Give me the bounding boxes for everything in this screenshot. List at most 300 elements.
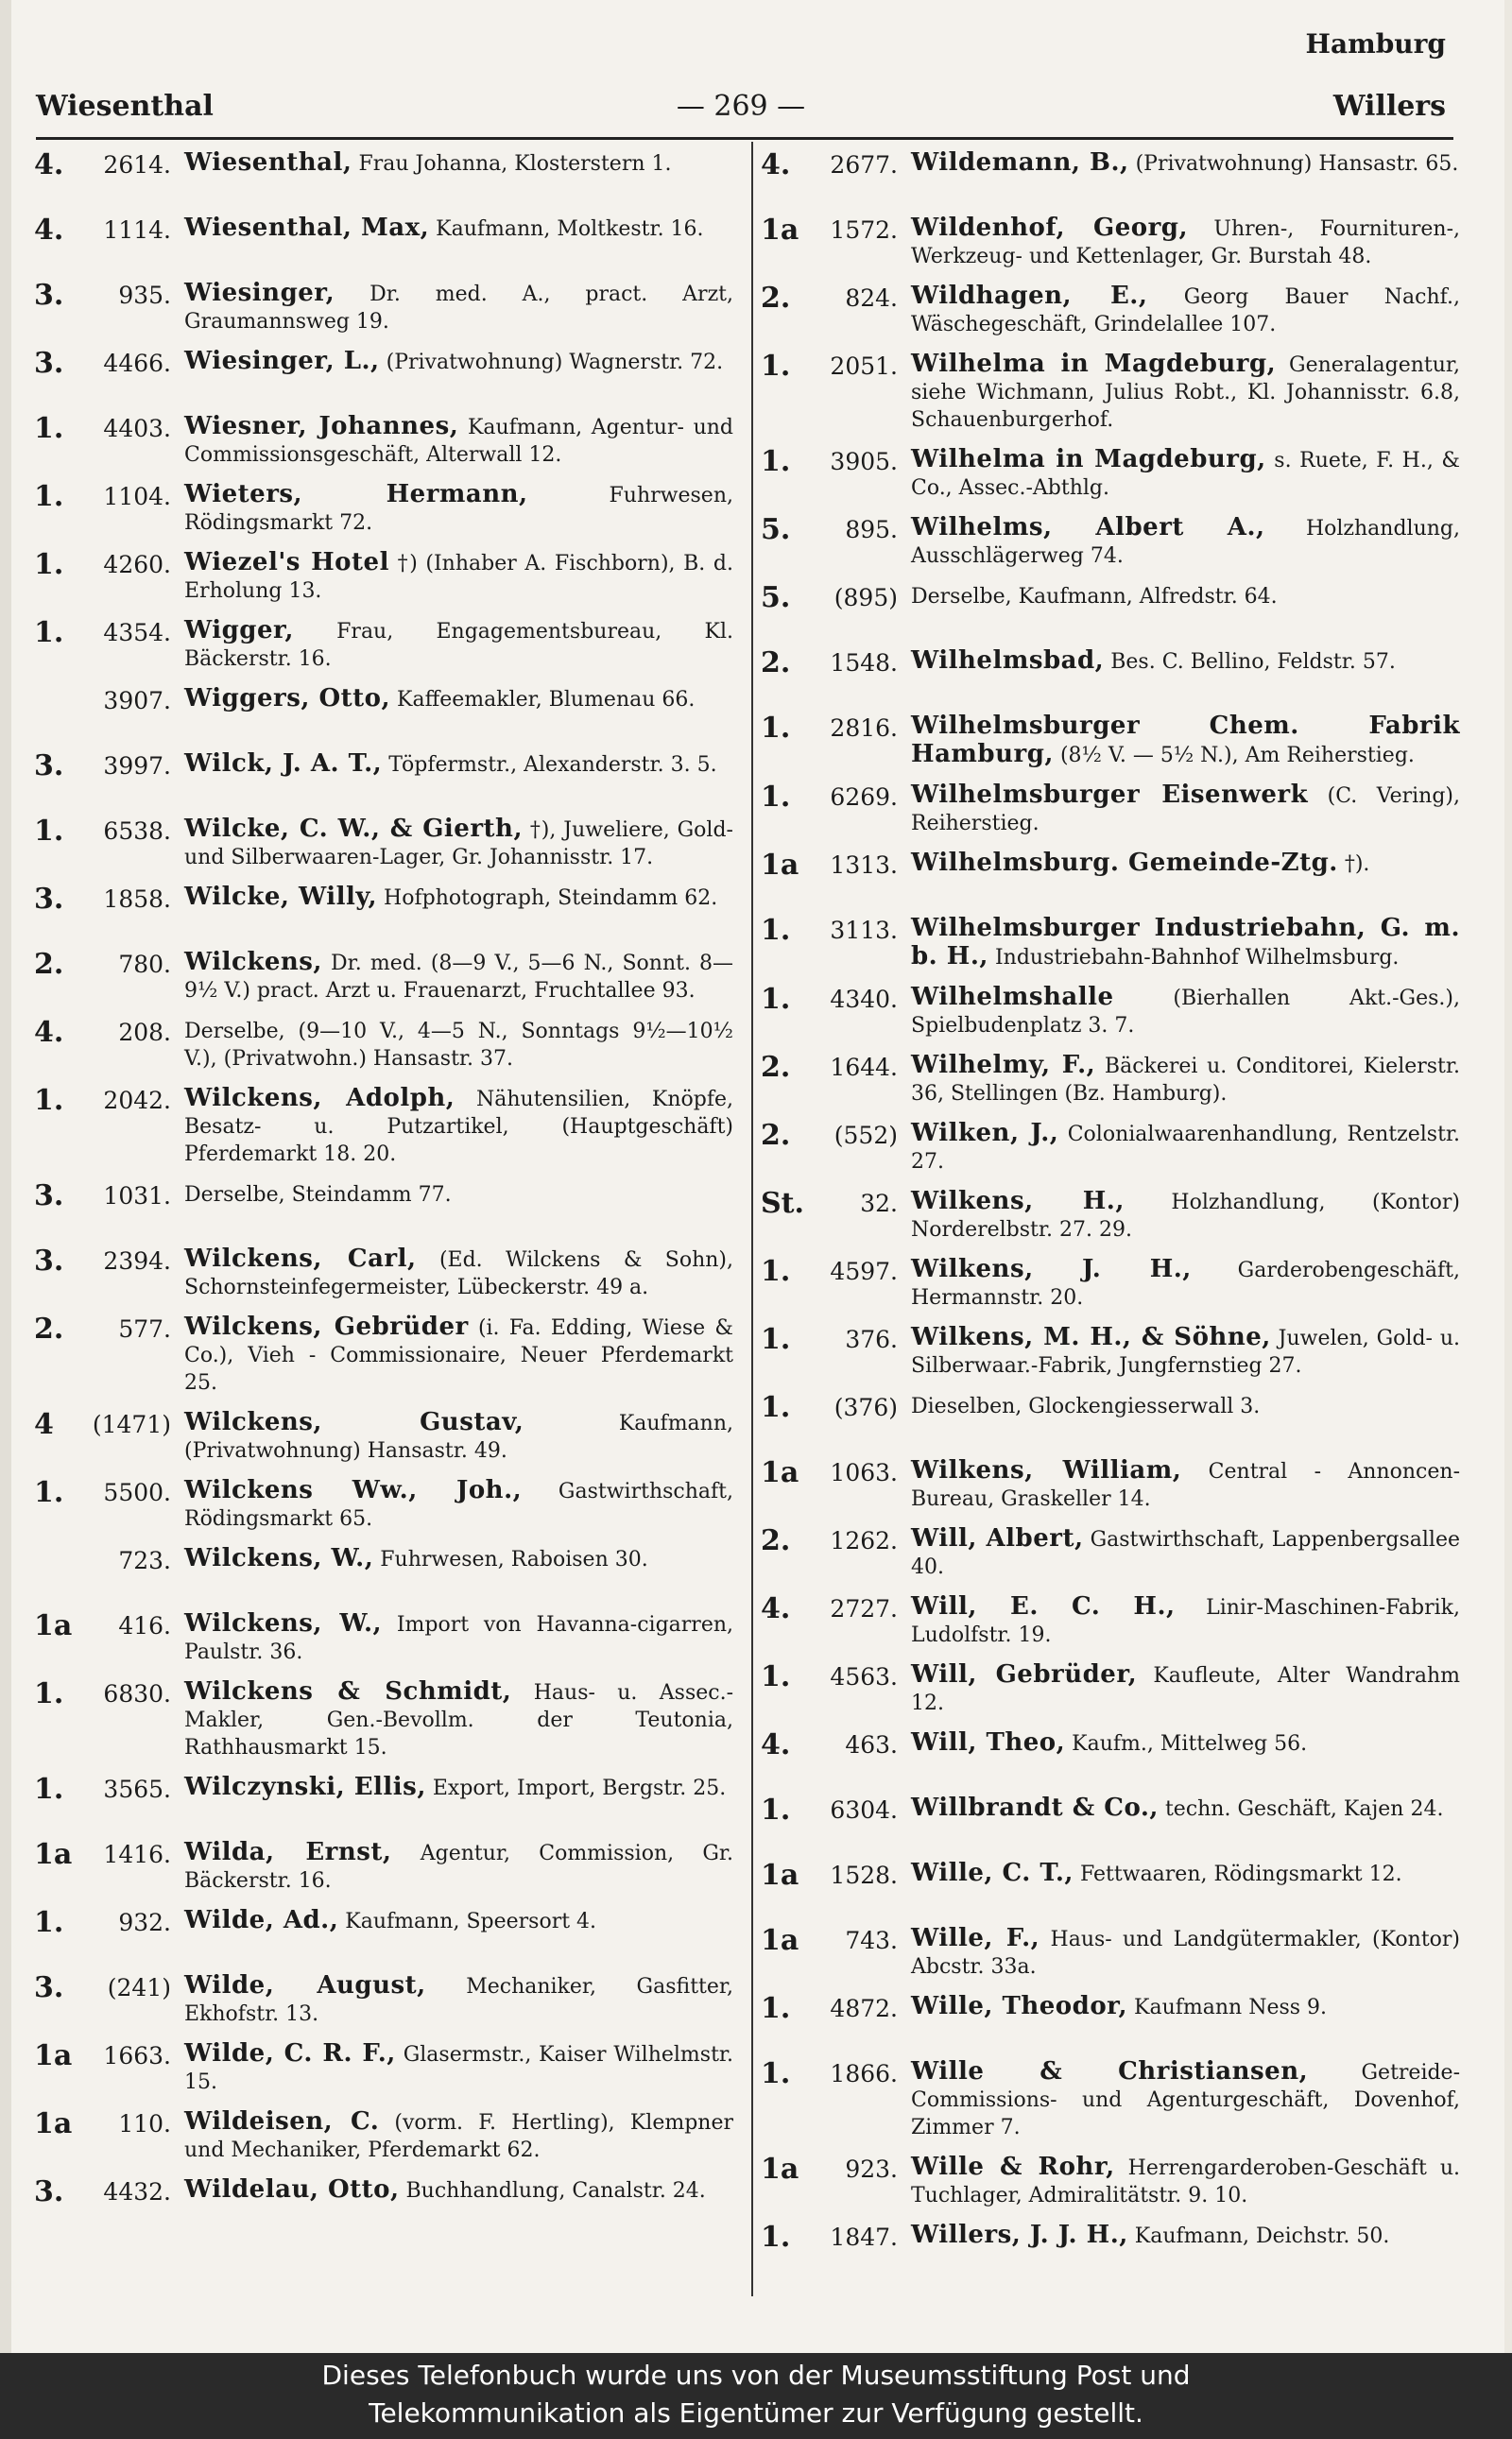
subscriber-name: Wilkens, M. H., & Söhne, (911, 1323, 1271, 1351)
subscriber-details: Kaufmann, Moltkestr. 16. (436, 217, 704, 241)
subscriber-name: Willers, J. J. H., (911, 2221, 1128, 2249)
subscriber-details: Nähutensilien, Knöpfe, Besatz- u. Putzartikel, (Hauptgeschäft) Pferdemarkt 18. 20. (184, 1088, 733, 1166)
directory-entry (761, 283, 1460, 338)
subscriber-details: Glasermstr., Kaiser Wilhelmstr. 15. (184, 2043, 734, 2094)
subscriber-details: s. Ruete, F. H., & Co., Assec.-Abthlg. (911, 449, 1460, 500)
subscriber-details: Georg Bauer Nachf., Wäschegeschäft, Grindelallee 107. (911, 285, 1460, 336)
phone-number: 577. (118, 1315, 171, 1343)
entry-body (184, 549, 733, 605)
subscriber-details: Dr. med. A., pract. Arzt, Graumannsweg 19. (184, 283, 733, 334)
subscriber-details: Export, Import, Bergstr. 25. (432, 1777, 727, 1800)
entry-body (184, 149, 733, 178)
entry-body (911, 1860, 1460, 1888)
entry-body (184, 1180, 733, 1209)
entry-body (911, 446, 1460, 502)
exchange-zone: 1. (761, 781, 791, 814)
phone-number: 1572. (830, 216, 898, 244)
phone-number: 2042. (103, 1087, 171, 1114)
phone-number: 4260. (103, 551, 171, 578)
footer-line-1: Dieses Telefonbuch wurde uns von der Museumsstiftung Post und (321, 2360, 1191, 2391)
subscriber-details: Kaufmann Ness 9. (1134, 1996, 1328, 2019)
phone-number: 1416. (103, 1841, 171, 1868)
entry-body (911, 514, 1460, 570)
subscriber-name: Wiggers, Otto, (184, 684, 391, 713)
exchange-zone: 3. (34, 749, 64, 782)
phone-number: 932. (118, 1909, 171, 1936)
exchange-zone: 1. (761, 1794, 791, 1827)
phone-number: 2614. (103, 151, 171, 179)
phone-number: 463. (845, 1731, 898, 1759)
directory-entry (34, 1180, 733, 1233)
subscriber-details: Gastwirthschaft, Lappenbergsallee 40. (911, 1528, 1460, 1579)
phone-number: 1114. (103, 216, 171, 244)
exchange-zone: 4. (34, 1016, 64, 1049)
exchange-zone: 3. (34, 2175, 64, 2208)
phone-number: 1548. (830, 649, 898, 677)
phone-number: 376. (845, 1326, 898, 1353)
directory-entry (761, 1729, 1460, 1782)
directory-entry (34, 549, 733, 605)
entry-body (911, 2058, 1460, 2141)
subscriber-name: Wilckens, Gebrüder (184, 1313, 469, 1341)
entry-body (911, 351, 1460, 434)
phone-number: 1262. (830, 1527, 898, 1554)
directory-entry (761, 215, 1460, 270)
phone-number: (241) (107, 1974, 171, 2001)
phone-number: 1063. (830, 1459, 898, 1486)
subscriber-name: Wilcke, C. W., & Gierth, (184, 815, 524, 843)
phone-number: 1858. (103, 885, 171, 913)
entry-body (184, 1972, 733, 2028)
subscriber-details: Kaufmann, (Privatwohnung) Hansastr. 49. (184, 1412, 733, 1463)
exchange-zone: 1. (761, 1992, 791, 2025)
subscriber-name: Wilhelmy, F., (911, 1051, 1096, 1079)
directory-entry (761, 582, 1460, 635)
phone-number: 2816. (830, 714, 898, 742)
exchange-zone: 3. (34, 1971, 64, 2004)
directory-entry (34, 348, 733, 401)
exchange-zone: 1a (34, 1838, 73, 1871)
exchange-zone: 4. (34, 148, 64, 181)
subscriber-name: Wieters, Hermann, (184, 480, 528, 508)
directory-entry (761, 1052, 1460, 1108)
exchange-zone: 2. (761, 1524, 791, 1557)
subscriber-details: Industriebahn-Bahnhof Wilhelmsburg. (994, 946, 1400, 970)
directory-entry (34, 816, 733, 871)
exchange-zone: 1. (761, 1660, 791, 1693)
subscriber-details: Agentur, Commission, Gr. Bäckerstr. 16. (184, 1842, 734, 1893)
subscriber-details: (C. Vering), Reiherstieg. (911, 784, 1460, 835)
exchange-zone: 2. (761, 282, 791, 315)
entry-body (184, 884, 733, 912)
phone-number: 3113. (830, 917, 898, 944)
phone-number: 416. (118, 1612, 171, 1640)
directory-entry (34, 280, 733, 335)
directory-entry (34, 1085, 733, 1168)
exchange-zone: 1. (34, 1677, 64, 1710)
subscriber-name: Wiesinger, L., (184, 347, 380, 375)
directory-entry (761, 1661, 1460, 1717)
footer-notice (0, 2353, 1512, 2439)
running-header (36, 90, 1446, 131)
subscriber-name: Wilkens, William, (911, 1456, 1182, 1485)
exchange-zone: 1. (34, 1476, 64, 1509)
exchange-zone: 1a (34, 2039, 73, 2072)
exchange-zone: St. (761, 1187, 804, 1220)
left-keyword: Wiesenthal (36, 90, 214, 123)
entry-body (184, 280, 733, 335)
exchange-zone: 4. (34, 214, 64, 247)
exchange-zone: 3. (34, 347, 64, 380)
directory-entry (34, 1610, 733, 1666)
subscriber-details: Kaufmann, Speersort 4. (345, 1910, 597, 1933)
directory-entry (761, 1324, 1460, 1380)
phone-number: 3997. (103, 752, 171, 780)
entry-body (184, 1017, 733, 1073)
subscriber-name: Wilckens, W., (184, 1544, 374, 1572)
subscriber-details: Fuhrwesen, Rödingsmarkt 72. (184, 484, 733, 535)
subscriber-details: Frau, Engagementsbureau, Kl. Bäckerstr. 16. (184, 620, 733, 671)
entry-body (911, 1993, 1460, 2021)
entry-body (184, 1477, 733, 1533)
entry-body (911, 647, 1460, 676)
exchange-zone: 3. (34, 1245, 64, 1278)
directory-entry (761, 782, 1460, 837)
directory-entry (34, 1409, 733, 1465)
subscriber-details: Töpfermstr., Alexanderstr. 3. 5. (388, 753, 717, 777)
phone-number: 743. (845, 1927, 898, 1954)
entry-body (184, 949, 733, 1005)
subscriber-name: Wilhelmsburger Chem. Fabrik Hamburg, (911, 712, 1460, 768)
subscriber-details: Buchhandlung, Canalstr. 24. (405, 2179, 706, 2203)
directory-entry (761, 1993, 1460, 2046)
phone-number: 6830. (103, 1680, 171, 1708)
entry-body (911, 215, 1460, 270)
subscriber-details: Haus- und Landgütermakler, (Kontor) Abcstr. 33a. (911, 1928, 1461, 1979)
directory-entry (34, 215, 733, 267)
subscriber-name: Wilkens, J. H., (911, 1255, 1192, 1283)
directory-entry (34, 949, 733, 1005)
entry-body (184, 1085, 733, 1168)
subscriber-details: (Ed. Wilckens & Sohn), Schornsteinfegermeister, Lübeckerstr. 49 a. (184, 1248, 733, 1299)
entry-body (184, 348, 733, 376)
exchange-zone: 5. (761, 581, 791, 614)
subscriber-name: Will, E. C. H., (911, 1592, 1176, 1621)
exchange-zone: 1. (34, 1773, 64, 1806)
entry-body (184, 2040, 733, 2096)
entry-body (184, 617, 733, 673)
subscriber-name: Wilckens, Gustav, (184, 1408, 524, 1436)
entry-body (911, 915, 1460, 971)
subscriber-name: Wilhelma in Magdeburg, (911, 350, 1277, 378)
entry-body (911, 2154, 1460, 2209)
subscriber-name: Wilhelmsburger Industriebahn, G. m. b. H., (911, 914, 1460, 970)
phone-number: 208. (118, 1019, 171, 1046)
subscriber-name: Wilhelmsburger Eisenwerk (911, 781, 1309, 809)
subscriber-details: Dieselben, Glockengiesserwall 3. (911, 1395, 1261, 1418)
directory-entry (761, 1860, 1460, 1913)
subscriber-name: Wilhelmsburg. Gemeinde-Ztg. (911, 849, 1338, 877)
directory-entry (761, 1795, 1460, 1847)
subscriber-details: Haus- u. Assec.-Makler, Gen.-Bevollm. der Teutonia, Rathhausmarkt 15. (184, 1681, 734, 1760)
exchange-zone: 4. (761, 1592, 791, 1625)
entry-body (911, 582, 1460, 610)
directory-entry (761, 850, 1460, 902)
entry-body (911, 1052, 1460, 1108)
directory-entry (34, 685, 733, 738)
exchange-zone: 1. (34, 616, 64, 649)
entry-body (184, 1907, 733, 1935)
exchange-zone: 1. (761, 445, 791, 478)
exchange-zone: 1. (761, 2057, 791, 2090)
directory-entry (34, 1972, 733, 2028)
exchange-zone: 1a (761, 214, 799, 247)
subscriber-details: Derselbe, Steindamm 77. (184, 1183, 452, 1207)
directory-entry (761, 713, 1460, 769)
phone-number: (552) (833, 1122, 898, 1149)
exchange-zone: 1a (761, 849, 799, 882)
entry-body (184, 1545, 733, 1573)
directory-entry (34, 2108, 733, 2164)
phone-number: 2727. (830, 1595, 898, 1623)
exchange-zone: 1. (34, 1084, 64, 1117)
exchange-zone: 1. (761, 350, 791, 383)
subscriber-details: Central - Annoncen-Bureau, Graskeller 14. (911, 1460, 1461, 1511)
directory-entry (761, 1256, 1460, 1312)
subscriber-name: Wiezel's Hotel (184, 548, 389, 576)
directory-entry (34, 1477, 733, 1533)
phone-number: 1866. (830, 2060, 898, 2087)
directory-entry (34, 1678, 733, 1761)
phone-number: 6538. (103, 817, 171, 845)
entry-body (911, 1392, 1460, 1420)
subscriber-details: Fuhrwesen, Raboisen 30. (380, 1548, 648, 1572)
entry-body (184, 816, 733, 871)
subscriber-name: Wiesinger, (184, 279, 335, 307)
subscriber-details: (Bierhallen Akt.-Ges.), Spielbudenplatz 3. 7. (911, 987, 1460, 1038)
subscriber-name: Will, Theo, (911, 1728, 1066, 1757)
entry-body (184, 685, 733, 713)
subscriber-details: Kaufmann, Deichstr. 50. (1134, 2224, 1390, 2248)
subscriber-details: Colonialwaarenhandlung, Rentzelstr. 27. (911, 1123, 1461, 1174)
directory-entry (34, 413, 733, 469)
entry-body (911, 782, 1460, 837)
phone-number: 1528. (830, 1862, 898, 1889)
directory-entry (34, 617, 733, 673)
subscriber-details: Derselbe, (9—10 V., 4—5 N., Sonntags 9½—10½ V.), (Privatwohn.) Hansastr. 37. (184, 1020, 733, 1071)
phone-number: 4872. (830, 1995, 898, 2022)
exchange-zone: 4 (34, 1408, 54, 1441)
entry-body (184, 1610, 733, 1666)
exchange-zone: 4. (761, 148, 791, 181)
subscriber-name: Wilde, Ad., (184, 1906, 339, 1934)
subscriber-details: Garderobengeschäft, Hermannstr. 20. (911, 1259, 1460, 1310)
entry-body (911, 1457, 1460, 1513)
exchange-zone: 3. (34, 1179, 64, 1212)
entry-body (911, 1324, 1460, 1380)
exchange-zone: 1a (761, 1456, 799, 1489)
phone-number: 4403. (103, 415, 171, 442)
directory-entry (761, 514, 1460, 570)
subscriber-name: Wilckens & Schmidt, (184, 1677, 512, 1706)
phone-number: 2051. (830, 352, 898, 380)
subscriber-name: Wilczynski, Ellis, (184, 1773, 426, 1801)
subscriber-name: Wildemann, B., (911, 148, 1129, 177)
phone-number: 4354. (103, 619, 171, 646)
phone-number: 32. (860, 1190, 898, 1217)
subscriber-details: Import von Havanna-cigarren, Paulstr. 36. (184, 1613, 734, 1664)
exchange-zone: 4. (761, 1728, 791, 1761)
subscriber-name: Wiesenthal, (184, 148, 352, 177)
subscriber-name: Wildhagen, E., (911, 282, 1148, 310)
exchange-zone: 1. (34, 480, 64, 513)
subscriber-name: Will, Albert, (911, 1524, 1084, 1553)
directory-entry (761, 2058, 1460, 2141)
directory-entry (34, 1907, 733, 1960)
entry-body (911, 1188, 1460, 1244)
phone-number: 1031. (103, 1182, 171, 1210)
exchange-zone: 1a (34, 2107, 73, 2140)
exchange-zone: 1. (761, 712, 791, 745)
subscriber-details: †). (1344, 852, 1370, 876)
subscriber-name: Wilken, J., (911, 1119, 1059, 1147)
entry-body (184, 1774, 733, 1802)
entry-body (911, 149, 1460, 178)
directory-entry (761, 1188, 1460, 1244)
directory-entry (34, 1774, 733, 1827)
subscriber-details: techn. Geschäft, Kajen 24. (1164, 1797, 1444, 1821)
subscriber-details: Juwelen, Gold- u. Silberwaar.-Fabrik, Jungfernstieg 27. (911, 1327, 1460, 1378)
subscriber-name: Wille, Theodor, (911, 1992, 1128, 2020)
directory-entry (34, 1839, 733, 1895)
phone-number: 2677. (830, 151, 898, 179)
entry-body (184, 1314, 733, 1397)
subscriber-details: †), Juweliere, Gold- und Silberwaaren-Lager, Gr. Johannisstr. 17. (184, 818, 733, 869)
directory-entry (34, 1314, 733, 1397)
phone-number: 1847. (830, 2224, 898, 2251)
subscriber-name: Wille & Christiansen, (911, 2057, 1309, 2086)
subscriber-name: Will, Gebrüder, (911, 1660, 1138, 1689)
right-keyword: Willers (1332, 90, 1446, 123)
subscriber-name: Wilda, Ernst, (184, 1838, 392, 1866)
phone-number: 5500. (103, 1479, 171, 1506)
directory-entry (761, 351, 1460, 434)
phone-number: 110. (118, 2110, 171, 2138)
subscriber-name: Wilhelma in Magdeburg, (911, 445, 1266, 473)
subscriber-name: Wilkens, H., (911, 1187, 1125, 1215)
entry-body (911, 1661, 1460, 1717)
subscriber-details: Dr. med. (8—9 V., 5—6 N., Sonnt. 8—9½ V.) pract. Arzt u. Frauenarzt, Fruchtallee 93. (184, 952, 733, 1003)
directory-entry (34, 149, 733, 202)
directory-entry (761, 647, 1460, 700)
phone-number: 780. (118, 951, 171, 978)
exchange-zone: 1. (761, 1323, 791, 1356)
right-column (761, 149, 1460, 2287)
subscriber-details: Kaufleute, Alter Wandrahm 12. (911, 1664, 1460, 1715)
footer-line-2: Telekommunikation als Eigentümer zur Verfügung gestellt. (369, 2397, 1143, 2429)
directory-entry (34, 750, 733, 803)
column-divider (751, 142, 753, 2296)
entry-body (184, 1245, 733, 1301)
entry-body (184, 481, 733, 537)
phone-number: 824. (845, 284, 898, 312)
subscriber-details: Linir-Maschinen-Fabrik, Ludolfstr. 19. (911, 1596, 1460, 1647)
exchange-zone: 3. (34, 883, 64, 916)
phone-number: 4466. (103, 350, 171, 377)
subscriber-details: Kaufmann, Agentur- und Commissionsgeschäft, Alterwall 12. (184, 416, 733, 467)
directory-entry (34, 1245, 733, 1301)
exchange-zone: 1. (34, 548, 64, 581)
phone-number: (1471) (92, 1411, 171, 1438)
subscriber-name: Wilhelmsbad, (911, 646, 1105, 675)
subscriber-name: Wilckens, W., (184, 1609, 383, 1638)
exchange-zone: 2. (34, 1313, 64, 1346)
exchange-zone: 2. (761, 1051, 791, 1084)
directory-entry (761, 2222, 1460, 2275)
subscriber-details: Fettwaaren, Rödingsmarkt 12. (1079, 1863, 1402, 1886)
phone-number: 6269. (830, 783, 898, 811)
phone-number: 4597. (830, 1258, 898, 1285)
subscriber-name: Wilde, C. R. F., (184, 2039, 396, 2068)
subscriber-name: Wilckens, Carl, (184, 1245, 417, 1273)
subscriber-name: Wildenhof, Georg, (911, 214, 1189, 242)
phone-number: 2394. (103, 1247, 171, 1275)
directory-entry (761, 1925, 1460, 1981)
phone-number: 1313. (830, 851, 898, 879)
phone-number: 4432. (103, 2178, 171, 2206)
entry-body (911, 1925, 1460, 1981)
phone-number: (895) (833, 584, 898, 611)
left-column (34, 149, 733, 2241)
subscriber-name: Wilhelms, Albert A., (911, 513, 1265, 541)
subscriber-details: (8½ V. — 5½ N.), Am Reiherstieg. (1059, 744, 1415, 767)
exchange-zone: 1. (34, 815, 64, 848)
subscriber-name: Wille, C. T., (911, 1859, 1074, 1887)
phone-number: 3907. (103, 687, 171, 714)
directory-entry (34, 2040, 733, 2096)
directory-entry (761, 1120, 1460, 1176)
subscriber-details: Mechaniker, Gasfitter, Ekhofstr. 13. (184, 1975, 733, 2026)
entry-body (911, 984, 1460, 1039)
exchange-zone: 2. (761, 646, 791, 679)
entry-body (911, 1525, 1460, 1581)
entry-body (184, 1409, 733, 1465)
subscriber-details: (vorm. F. Hertling), Klempner und Mechaniker, Pferdemarkt 62. (184, 2111, 733, 2162)
entry-body (184, 413, 733, 469)
subscriber-name: Wilhelmshalle (911, 983, 1114, 1011)
subscriber-name: Willbrandt & Co., (911, 1794, 1159, 1822)
entry-body (184, 215, 733, 243)
subscriber-details: Derselbe, Kaufmann, Alfredstr. 64. (911, 585, 1278, 609)
entry-body (911, 1120, 1460, 1176)
exchange-zone: 1. (34, 1906, 64, 1939)
directory-entry (761, 149, 1460, 202)
directory-entry (761, 446, 1460, 502)
exchange-zone: 2. (34, 948, 64, 981)
phone-number: 1644. (830, 1054, 898, 1081)
page-number: — 269 — (676, 90, 806, 123)
subscriber-name: Wilde, August, (184, 1971, 426, 2000)
exchange-zone: 5. (761, 513, 791, 546)
subscriber-details: Bes. C. Bellino, Feldstr. 57. (1110, 650, 1396, 674)
phone-number: 4563. (830, 1663, 898, 1691)
phone-number: 1104. (103, 483, 171, 510)
subscriber-name: Wigger, (184, 616, 294, 644)
exchange-zone: 2. (761, 1119, 791, 1152)
subscriber-details: Getreide-Commissions- und Agenturgeschäft, Dovenhof, Zimmer 7. (911, 2061, 1461, 2139)
phone-number: 923. (845, 2156, 898, 2183)
exchange-zone: 1a (34, 1609, 73, 1642)
